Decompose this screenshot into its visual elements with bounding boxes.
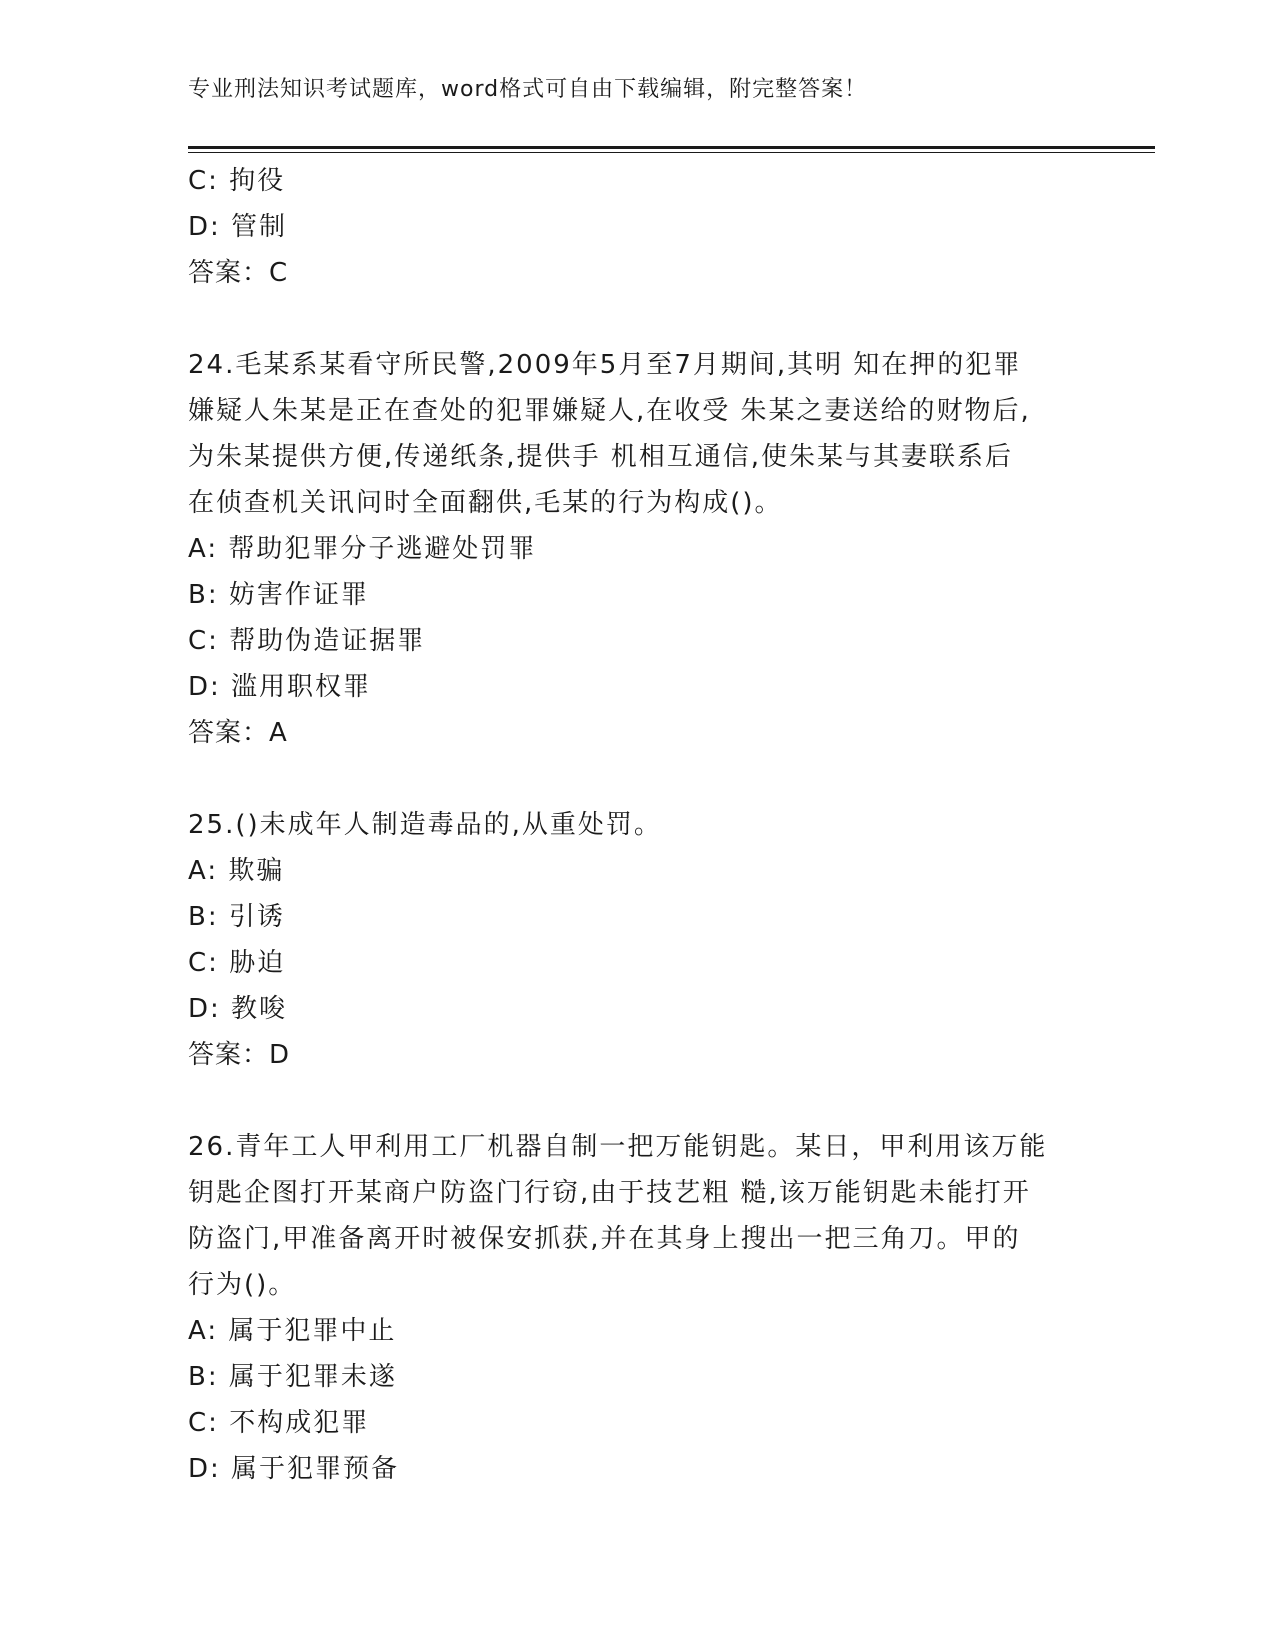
option-d: D: 滥用职权罪 [188, 672, 372, 702]
header-rule-thick [188, 146, 1155, 149]
question-text-line: 防盗门,甲准备离开时被保安抓获,并在其身上搜出一把三角刀。甲的 [188, 1224, 1021, 1254]
option-d: D: 管制 [188, 212, 288, 242]
answer: 答案：A [188, 718, 288, 748]
option-c: C: 帮助伪造证据罪 [188, 626, 426, 656]
option-c: C: 不构成犯罪 [188, 1408, 370, 1438]
document-content [188, 158, 1088, 1492]
question-23-tail [188, 158, 1088, 296]
option-b: B: 妨害作证罪 [188, 580, 369, 610]
question-text-line: 26.青年工人甲利用工厂机器自制一把万能钥匙。某日，甲利用该万能 [188, 1132, 1048, 1162]
question-text-line: 24.毛某系某看守所民警,2009年5月至7月期间,其明 知在押的犯罪 [188, 350, 1022, 380]
question-25 [188, 802, 1088, 1078]
question-text-line: 嫌疑人朱某是正在查处的犯罪嫌疑人,在收受 朱某之妻送给的财物后, [188, 396, 1031, 426]
option-d: D: 教唆 [188, 994, 288, 1024]
header-rule-thin [188, 152, 1155, 153]
option-d: D: 属于犯罪预备 [188, 1454, 400, 1484]
question-26 [188, 1124, 1088, 1492]
option-c: C: 拘役 [188, 166, 286, 196]
option-c: C: 胁迫 [188, 948, 286, 978]
question-24 [188, 342, 1088, 756]
answer: 答案：C [188, 258, 289, 288]
question-text-line: 在侦查机关讯问时全面翻供,毛某的行为构成()。 [188, 488, 783, 518]
question-text-line: 钥匙企图打开某商户防盗门行窃,由于技艺粗 糙,该万能钥匙未能打开 [188, 1178, 1031, 1208]
answer: 答案：D [188, 1040, 291, 1070]
option-a: A: 帮助犯罪分子逃避处罚罪 [188, 534, 537, 564]
question-text-line: 为朱某提供方便,传递纸条,提供手 机相互通信,使朱某与其妻联系后 [188, 442, 1014, 472]
question-text-line: 25.()未成年人制造毒品的,从重处罚。 [188, 810, 662, 840]
option-a: A: 属于犯罪中止 [188, 1316, 397, 1346]
option-b: B: 引诱 [188, 902, 285, 932]
option-b: B: 属于犯罪未遂 [188, 1362, 397, 1392]
option-a: A: 欺骗 [188, 856, 285, 886]
page-header: 专业刑法知识考试题库，word格式可自由下载编辑，附完整答案！ [188, 77, 868, 102]
question-text-line: 行为()。 [188, 1270, 297, 1300]
